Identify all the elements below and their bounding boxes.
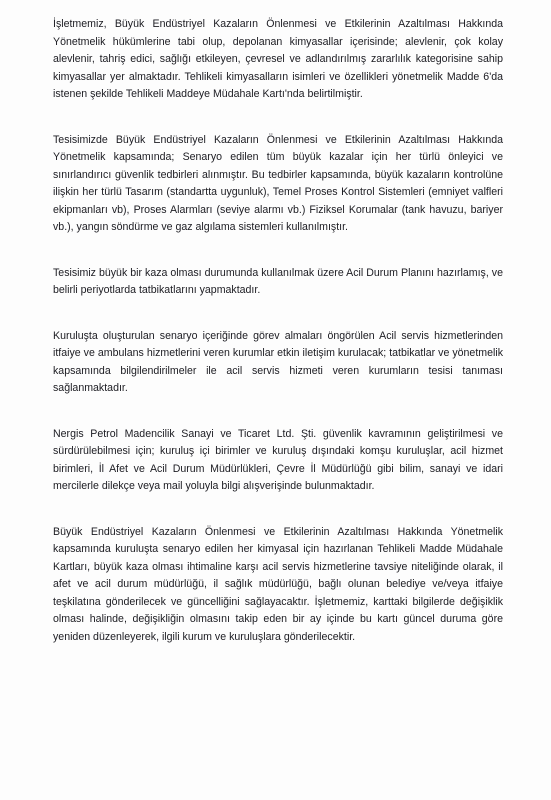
document-body bbox=[53, 16, 503, 674]
paragraph-information-exchange: Nergis Petrol Madencilik Sanayi ve Ticaret Ltd. Şti. güvenlik kavramının geliştirilmesi ve sürdürülebilmesi için; kuruluş içi birimler ve kuruluş dışındaki komşu kuruluşlar, acil hizmet birimleri, İl Afet ve Acil Durum Müdürlükleri, Çevre İl Müdürlüğü gibi bilim, sanayi ve idari mercilerle dilekçe veya mail yoluyla bilgi alışverişinde bulunmaktadır. bbox=[53, 427, 503, 492]
paragraph-hazardous-chemicals: İşletmemiz, Büyük Endüstriyel Kazaların Önlenmesi ve Etkilerinin Azaltılması Hakkında Yönetmelik hükümlerine tabi olup, depolanan kimyasallar içerisinde; alevlenir, çok kolay alevlenir, tahriş edici, sağlığı etkileyen, çevresel ve adlandırılmış zararlılık kategorisine sahip kimyasallar yer almaktadır. Tehlikeli kimyasalların isimleri ve özellikleri yönetmelik Madde 6'da istenen şekilde Tehlikeli Maddeye Müdahale Kartı'nda belirtilmiştir. bbox=[53, 18, 503, 100]
paragraph-safety-measures: Tesisimizde Büyük Endüstriyel Kazaların Önlenmesi ve Etkilerinin Azaltılması Hakkında Yönetmelik kapsamında; Senaryo edilen tüm büyük kazalar için her türlü önleyici ve sınırlandırıcı güvenlik tedbirleri alınmıştır. Bu tedbirler kapsamında, büyük kazaların kontrolüne ilişkin her türlü Tasarım (standartta uygunluk), Temel Proses Kontrol Sistemleri (emniyet valfleri ekipmanları vb), Proses Alarmları (seviye alarmı vb.) Fiziksel Korumalar (tank havuzu, bariyer vb.), yangın söndürme ve gaz algılama sistemleri kullanılmıştır. bbox=[53, 133, 503, 233]
paragraph-emergency-services: Kuruluşta oluşturulan senaryo içeriğinde görev almaları öngörülen Acil servis hizmetlerinden itfaiye ve ambulans hizmetlerini veren kurumlar etkin iletişim kurulacak; tatbikatlar ve yönetmelik kapsamında bilgilendirilmeler ile acil servis hizmeti veren kurumların tesisi tanıması sağlanmaktadır. bbox=[53, 329, 503, 394]
paragraph-intervention-cards: Büyük Endüstriyel Kazaların Önlenmesi ve Etkilerinin Azaltılması Hakkında Yönetmelik kapsamında kuruluşta senaryo edilen her kimyasal için hazırlanan Tehlikeli Madde Müdahale Kartları, büyük kaza olması ihtimaline karşı acil servis hizmetlerine tavsiye niteliğinde olarak, il afet ve acil durum müdürlüğü, il sağlık müdürlüğü, bağlı olunan belediye ve/veya itfaiye teşkilatına gönderilecek ve güncelliğini sağlayacaktır. İşletmemiz, karttaki bilgilerde değişiklik olması halinde, değişikliğin olmasını takip eden bir ay içinde bu kartı güncel duruma göre yeniden düzenleyerek, ilgili kurum ve kuruluşlara gönderilecektir. bbox=[53, 525, 503, 643]
paragraph-emergency-plan: Tesisimiz büyük bir kaza olması durumunda kullanılmak üzere Acil Durum Planını hazırlamış, ve belirli periyotlarda tatbikatlarını yapmaktadır. bbox=[53, 266, 503, 296]
